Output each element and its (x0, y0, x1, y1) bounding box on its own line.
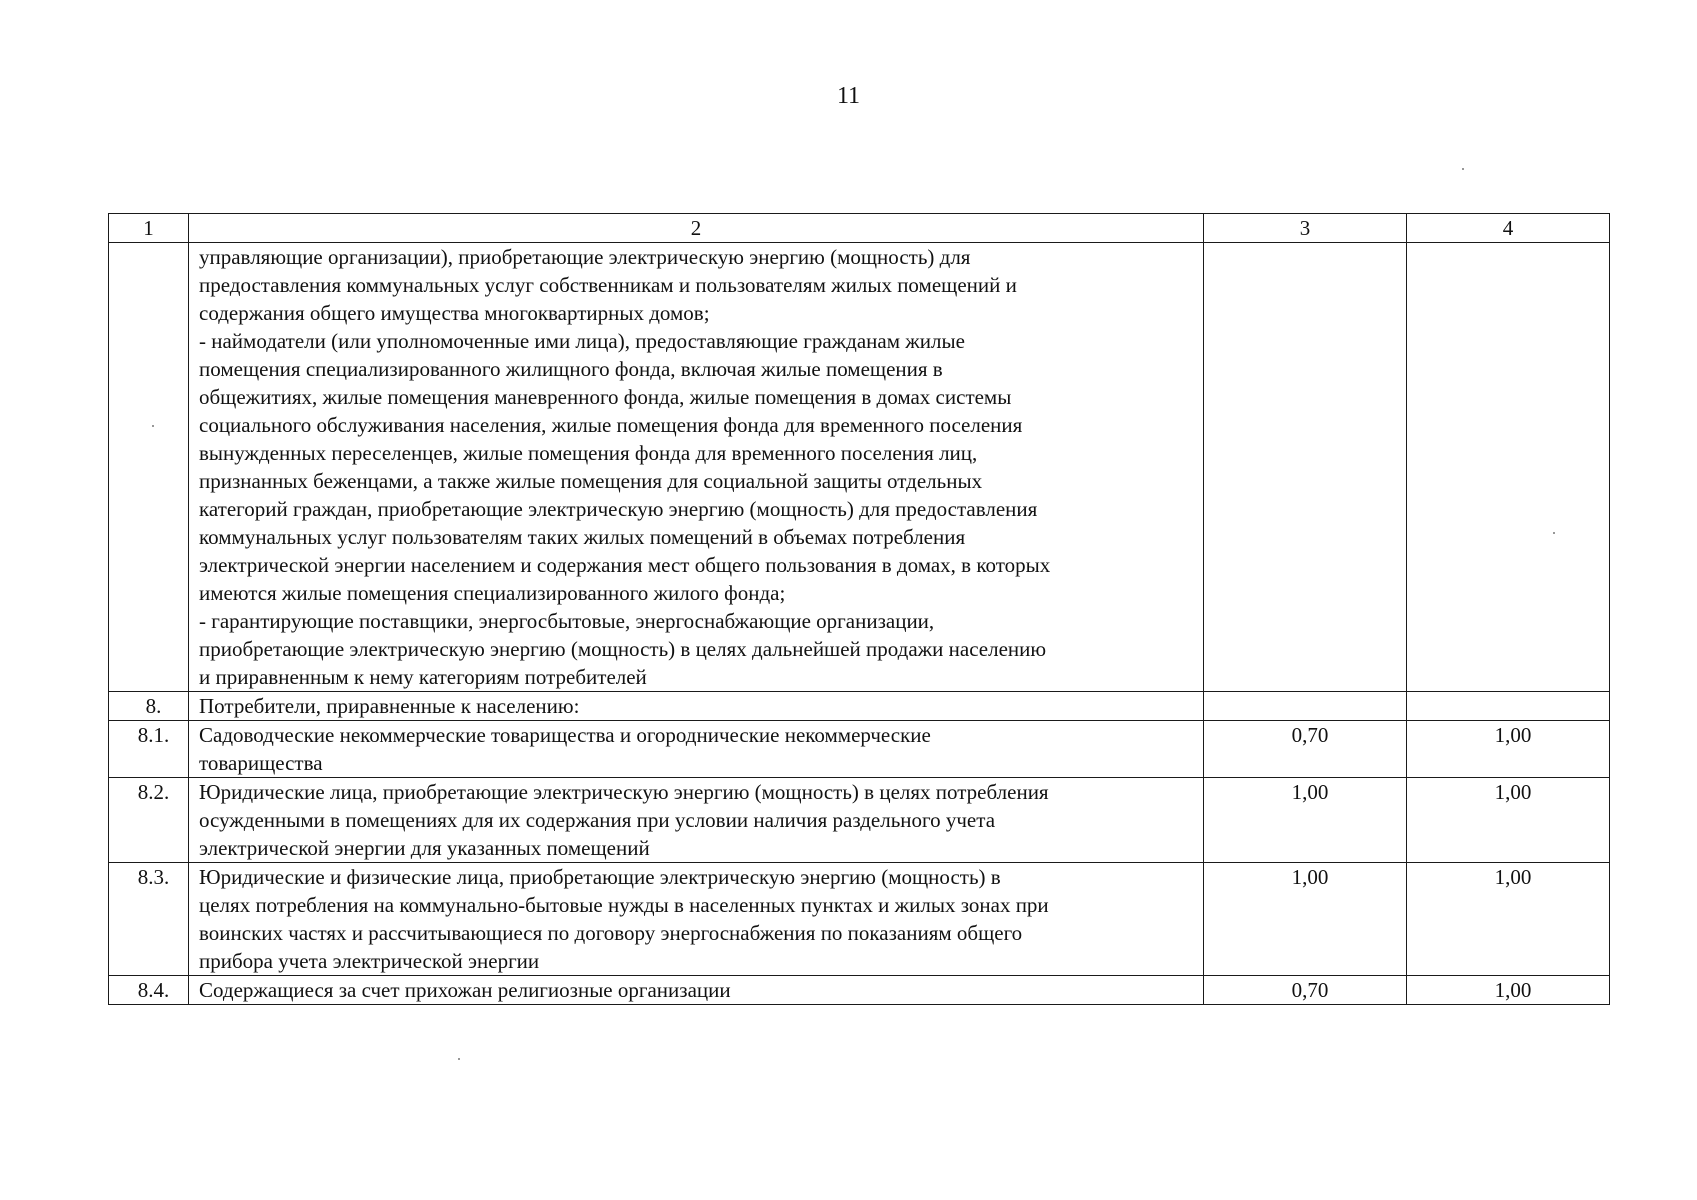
description-line: коммунальных услуг пользователям таких жилых помещений в объемах потребления (199, 525, 966, 549)
description-line: Садоводческие некоммерческие товарищества и огороднические некоммерческие (199, 723, 931, 747)
description-line: социального обслуживания населения, жилые помещения фонда для временного поселения (199, 413, 1023, 437)
row-description (189, 863, 1204, 976)
description-line: имеются жилые помещения специализированного жилого фонда; (199, 581, 786, 605)
row-value-col4: 1,00 (1407, 778, 1610, 863)
row-number: 8.3. (109, 863, 189, 976)
description-line: приобретающие электрическую энергию (мощность) в целях дальнейшей продажи населению (199, 637, 1047, 661)
description-line: целях потребления на коммунально-бытовые нужды в населенных пунктах и жилых зонах при (199, 893, 1049, 917)
description-line: воинских частях и рассчитывающиеся по договору энергоснабжения по показаниям общего (199, 921, 1023, 945)
description-line: - гарантирующие поставщики, энергосбытовые, энергоснабжающие организации, (199, 609, 935, 633)
description-line: управляющие организации), приобретающие электрическую энергию (мощность) для (199, 245, 971, 269)
header-col-3: 3 (1204, 214, 1407, 243)
table-row (109, 692, 1610, 721)
row-value-col4 (1407, 243, 1610, 692)
row-value-col3: 0,70 (1204, 721, 1407, 778)
table-row (109, 778, 1610, 863)
row-description (189, 243, 1204, 692)
description-line: признанных беженцами, а также жилые помещения для социальной защиты отдельных (199, 469, 983, 493)
row-description (189, 692, 1204, 721)
description-line: осужденными в помещениях для их содержания при условии наличия раздельного учета (199, 808, 996, 832)
description-line: - наймодатели (или уполномоченные ими лица), предоставляющие гражданам жилые (199, 329, 965, 353)
description-line: Юридические и физические лица, приобретающие электрическую энергию (мощность) в (199, 865, 1001, 889)
description-line: категорий граждан, приобретающие электрическую энергию (мощность) для предоставления (199, 497, 1038, 521)
row-number (109, 243, 189, 692)
description-line: общежитиях, жилые помещения маневренного фонда, жилые помещения в домах системы (199, 385, 1012, 409)
scan-speck (1462, 168, 1464, 170)
row-description (189, 721, 1204, 778)
description-line: содержания общего имущества многоквартирных домов; (199, 301, 710, 325)
row-number: 8.2. (109, 778, 189, 863)
description-line: помещения специализированного жилищного фонда, включая жилые помещения в (199, 357, 943, 381)
table-row (109, 976, 1610, 1005)
row-value-col4: 1,00 (1407, 863, 1610, 976)
tariff-table (108, 213, 1610, 1005)
page-number: 11 (836, 83, 861, 109)
row-value-col3: 0,70 (1204, 976, 1407, 1005)
row-value-col3: 1,00 (1204, 778, 1407, 863)
scan-speck (1553, 532, 1555, 534)
description-line: электрической энергии населением и содержания мест общего пользования в домах, в которых (199, 553, 1051, 577)
row-value-col4: 1,00 (1407, 976, 1610, 1005)
row-number: 8.4. (109, 976, 189, 1005)
description-line: предоставления коммунальных услуг собственникам и пользователям жилых помещений и (199, 273, 1017, 297)
row-description (189, 976, 1204, 1005)
description-line: вынужденных переселенцев, жилые помещения фонда для временного поселения лиц, (199, 441, 978, 465)
description-line: товарищества (199, 751, 323, 775)
header-col-2: 2 (189, 214, 1204, 243)
description-line: Юридические лица, приобретающие электрическую энергию (мощность) в целях потребления (199, 780, 1049, 804)
row-description (189, 778, 1204, 863)
row-value-col4 (1407, 692, 1610, 721)
description-line: прибора учета электрической энергии (199, 949, 540, 973)
row-value-col3: 1,00 (1204, 863, 1407, 976)
header-col-1: 1 (109, 214, 189, 243)
row-number: 8.1. (109, 721, 189, 778)
row-value-col3 (1204, 243, 1407, 692)
row-value-col3 (1204, 692, 1407, 721)
description-line: Потребители, приравненные к населению: (199, 694, 580, 718)
description-line: и приравненным к нему категориям потребителей (199, 665, 647, 689)
description-line: Содержащиеся за счет прихожан религиозные организации (199, 978, 731, 1002)
table-row (109, 243, 1610, 692)
row-number: 8. (109, 692, 189, 721)
table-row (109, 721, 1610, 778)
description-line: электрической энергии для указанных помещений (199, 836, 650, 860)
row-value-col4: 1,00 (1407, 721, 1610, 778)
scan-speck (458, 1058, 460, 1060)
header-col-4: 4 (1407, 214, 1610, 243)
scan-speck (152, 425, 154, 427)
table-header-row (109, 214, 1610, 243)
table-row (109, 863, 1610, 976)
